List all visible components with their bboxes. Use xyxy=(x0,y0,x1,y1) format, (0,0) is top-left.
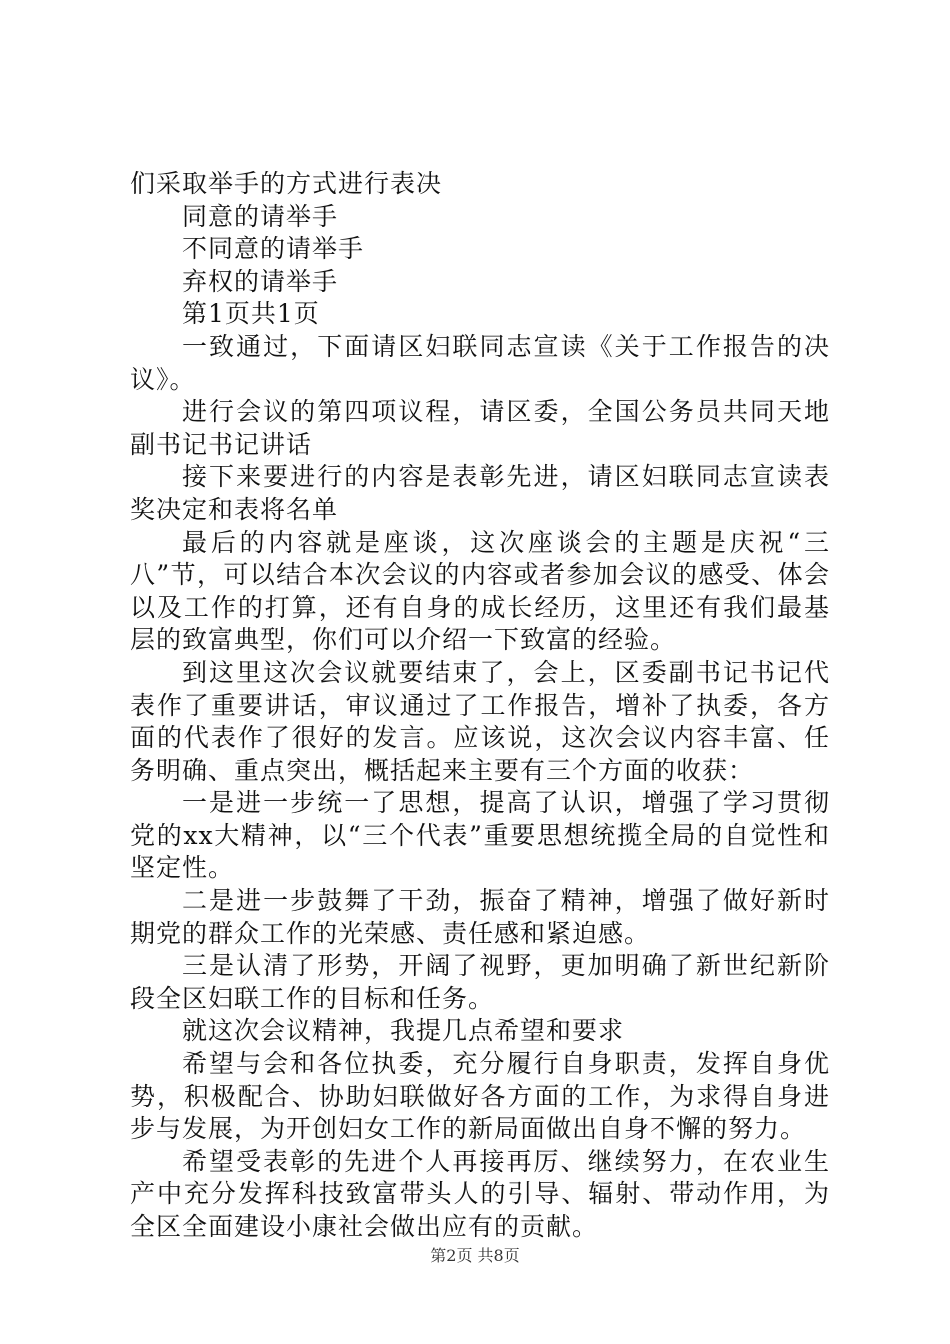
text-line: 第1页共1页 xyxy=(182,299,320,329)
page-number-footer: 第2页 共8页 xyxy=(430,1246,520,1265)
paragraph: 三是认清了形势，开阔了视野，更加明确了新世纪新阶段全区妇联工作的目标和任务。 xyxy=(130,951,830,1013)
text-line: 们采取举手的方式进行表决 xyxy=(130,169,443,198)
paragraph: 希望受表彰的先进个人再接再厉、继续努力，在农业生产中充分发挥科技致富带头人的引导、辐射、带动作用，为全区全面建设小康社会做出应有的贡献。 xyxy=(130,1146,830,1241)
document-body xyxy=(130,168,830,1244)
paragraph: 二是进一步鼓舞了干劲，振奋了精神，增强了做好新时期党的群众工作的光荣感、责任感和紧迫感。 xyxy=(130,886,830,948)
paragraph: 最后的内容就是座谈，这次座谈会的主题是庆祝“三八”节，可以结合本次会议的内容或者参加会议的感受、体会以及工作的打算，还有自身的成长经历，这里还有我们最基层的致富典型，你们可以介绍一下致富的经验。 xyxy=(130,527,830,655)
paragraph: 接下来要进行的内容是表彰先进，请区妇联同志宣读表奖决定和表将名单 xyxy=(130,462,830,524)
paragraph: 一是进一步统一了思想，提高了认识，增强了学习贯彻党的xx大精神，以“三个代表”重要思想统揽全局的自觉性和坚定性。 xyxy=(130,788,830,883)
text-line: 弃权的请举手 xyxy=(182,266,339,296)
text-line: 同意的请举手 xyxy=(182,201,339,231)
paragraph: 一致通过，下面请区妇联同志宣读《关于工作报告的决议》。 xyxy=(130,331,830,394)
paragraph: 希望与会和各位执委，充分履行自身职责，发挥自身优势，积极配合、协助妇联做好各方面的工作，为求得自身进步与发展，为开创妇女工作的新局面做出自身不懈的努力。 xyxy=(130,1049,830,1144)
text-line: 不同意的请举手 xyxy=(182,234,365,264)
paragraph: 就这次会议精神，我提几点希望和要求 xyxy=(182,1016,625,1046)
paragraph: 进行会议的第四项议程，请区委，全国公务员共同天地副书记书记讲话 xyxy=(130,397,830,459)
paragraph: 到这里这次会议就要结束了，会上，区委副书记书记代表作了重要讲话，审议通过了工作报告，增补了执委，各方面的代表作了很好的发言。应该说，这次会议内容丰富、任务明确、重点突出，概括起来主要有三个方面的收获： xyxy=(130,657,830,785)
